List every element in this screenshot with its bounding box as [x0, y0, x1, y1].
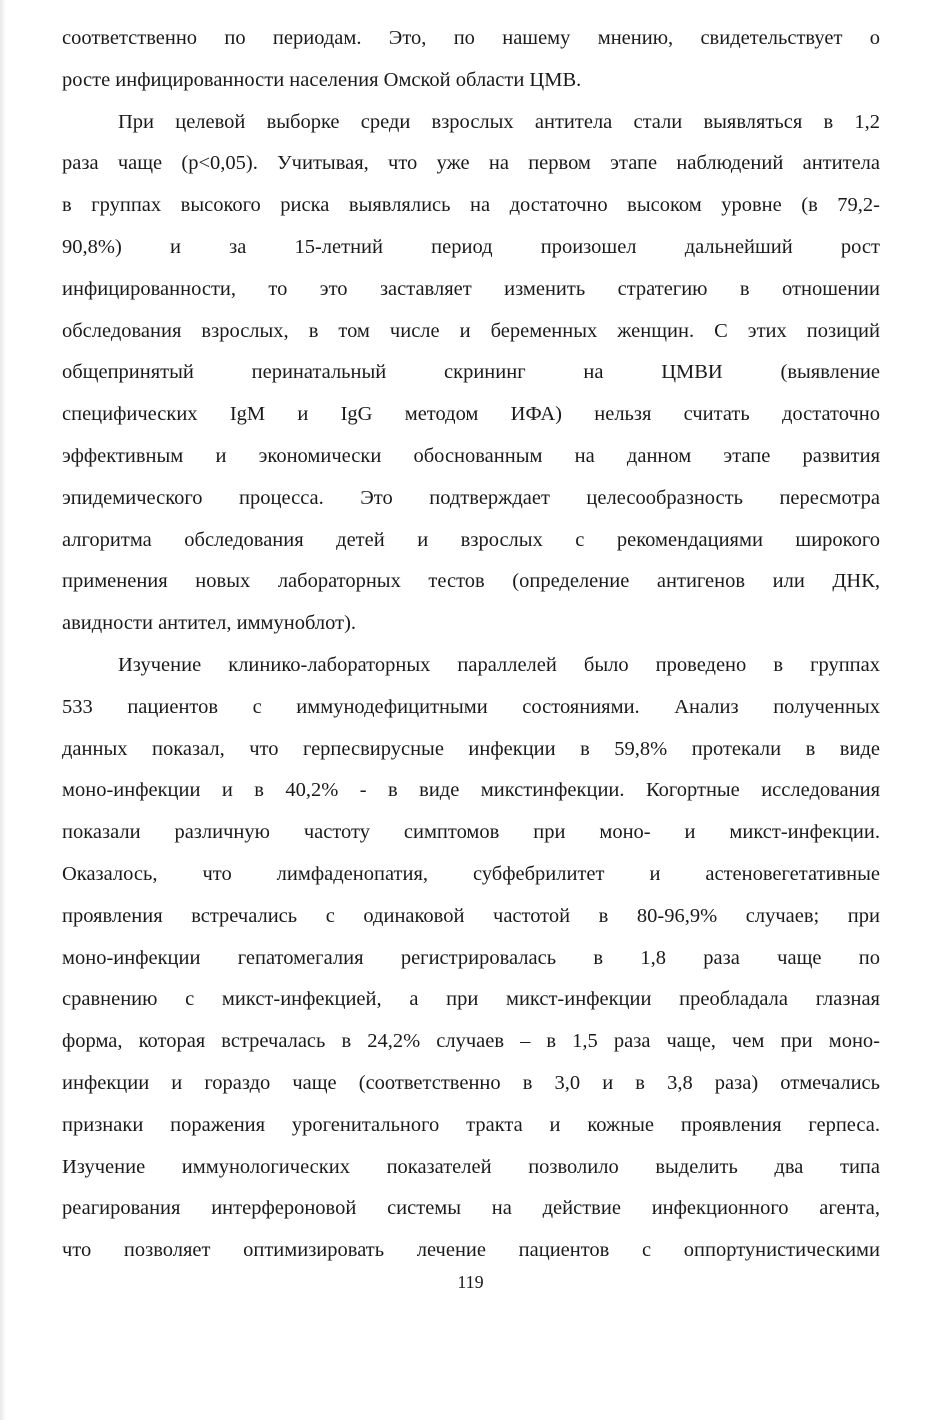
text-line: признаки поражения урогенитального тракта и кожные проявления герпеса. [62, 1113, 880, 1136]
text-line: эпидемического процесса. Это подтверждает целесообразность пересмотра [62, 486, 880, 509]
text-line: проявления встречались с одинаковой частотой в 80-96,9% случаев; при [62, 904, 880, 927]
text-line: 533 пациентов с иммунодефицитными состояниями. Анализ полученных [62, 695, 880, 718]
text-line: общепринятый перинатальный скрининг на ЦМВИ (выявление [62, 361, 880, 384]
text-line: Оказалось, что лимфаденопатия, субфебрилитет и астеновегетативные [62, 862, 880, 885]
text-line: применения новых лабораторных тестов (определение антигенов или ДНК, [62, 570, 880, 593]
text-line: авидности антител, иммуноблот). [62, 612, 357, 635]
text-line: показали различную частоту симптомов при моно- и микст-инфекции. [62, 821, 880, 844]
page-number: 119 [457, 1272, 484, 1292]
text-line: соответственно по периодам. Это, по нашему мнению, свидетельствует о [62, 27, 880, 49]
body-text [62, 18, 880, 1272]
text-line: реагирования интерфероновой системы на действие инфекционного агента, [62, 1197, 880, 1220]
text-line: специфических IgM и IgG методом ИФА) нельзя считать достаточно [62, 403, 880, 426]
text-line: росте инфицированности населения Омской области ЦМВ. [62, 68, 582, 91]
text-line: эффективным и экономически обоснованным на данном этапе развития [62, 444, 880, 467]
text-line: Изучение иммунологических показателей позволило выделить два типа [62, 1155, 880, 1178]
text-line: 90,8%) и за 15-летний период произошел дальнейший рост [62, 235, 880, 258]
text-line: форма, которая встречалась в 24,2% случаев – в 1,5 раза чаще, чем при моно- [62, 1030, 880, 1053]
paragraph-first-line: При целевой выборке среди взрослых антитела стали выявляться в 1,2 [118, 110, 880, 133]
text-line: инфекции и гораздо чаще (соответственно в 3,0 и в 3,8 раза) отмечались [62, 1071, 880, 1094]
text-line: моно-инфекции гепатомегалия регистрировалась в 1,8 раза чаще по [62, 946, 880, 969]
text-line: моно-инфекции и в 40,2% - в виде микстинфекции. Когортные исследования [62, 779, 880, 802]
text-line: обследования взрослых, в том числе и беременных женщин. С этих позиций [62, 319, 880, 342]
text-line: сравнению с микст-инфекцией, а при микст-инфекции преобладала глазная [62, 988, 880, 1011]
text-line: раза чаще (р<0,05). Учитывая, что уже на первом этапе наблюдений антитела [62, 152, 880, 175]
text-line: данных показал, что герпесвирусные инфекции в 59,8% протекали в виде [62, 737, 880, 760]
text-line: что позволяет оптимизировать лечение пациентов с оппортунистическими [62, 1239, 880, 1262]
text-line: в группах высокого риска выявлялись на достаточно высоком уровне (в 79,2- [62, 194, 880, 217]
scan-edge-shadow [0, 0, 6, 1420]
paragraph-first-line: Изучение клинико-лабораторных параллелей было проведено в группах [118, 653, 880, 676]
text-line: инфицированности, то это заставляет изменить стратегию в отношении [62, 277, 880, 300]
text-line: алгоритма обследования детей и взрослых с рекомендациями широкого [62, 528, 880, 551]
